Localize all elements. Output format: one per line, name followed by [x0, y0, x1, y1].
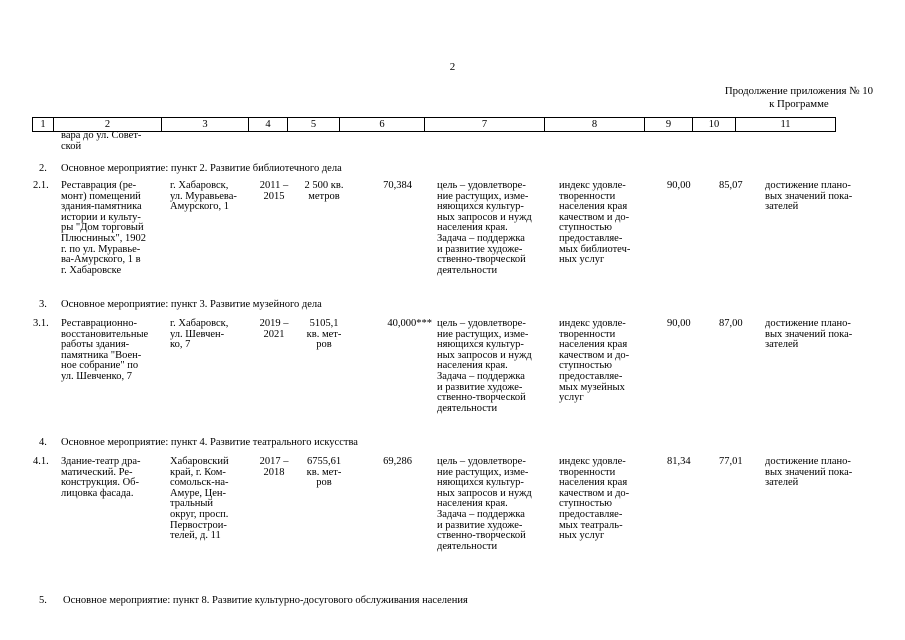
goal-cell: цель – удовлетворе- ние растущих, изме- няющихся культур- ных запросов и нужд населения края. Задача – поддержка и развитие художе- ственно-творческой деятельности: [437, 456, 532, 552]
plan-value-cell: 90,00: [667, 180, 691, 191]
object-name-cell: Здание-театр дра- матический. Ре- конструкция. Об- лицовка фасада.: [61, 456, 141, 499]
address-cell: г. Хабаровск, ул. Шевчен- ко, 7: [170, 318, 229, 351]
column-number-header: [32, 117, 836, 132]
fact-value-cell: 87,00: [719, 318, 743, 329]
carry-over-text: вара до ул. Совет- ской: [61, 130, 142, 152]
plan-value-cell: 81,34: [667, 456, 691, 467]
header-col-10: 10: [693, 118, 736, 132]
fact-value-cell: 77,01: [719, 456, 743, 467]
capacity-cell: 2 500 кв. метров: [304, 180, 344, 202]
section-number: 2.: [39, 163, 47, 174]
header-col-6: 6: [340, 118, 425, 132]
indicator-cell: индекс удовле- творенности населения края качеством и до- ступностью предоставляе- мых библиотеч- ных услуг: [559, 180, 631, 266]
header-col-5: 5: [288, 118, 340, 132]
section-number: 4.: [39, 437, 47, 448]
years-cell: 2017 – 2018: [259, 456, 289, 478]
header-col-2: 2: [54, 118, 162, 132]
header-col-8: 8: [545, 118, 645, 132]
section-title: Основное мероприятие: пункт 8. Развитие культурно-досугового обслуживания населения: [63, 595, 468, 606]
header-col-11: 11: [736, 118, 836, 132]
section-number: 3.: [39, 299, 47, 310]
address-cell: Хабаровский край, г. Ком- сомольск-на- Амуре, Цен- тральный округ, просп. Первострои- телей, д. 11: [170, 456, 229, 542]
page-number: 2: [449, 61, 456, 73]
object-name-cell: Реставрационно- восстановительные работы здания- памятника "Воен- ное собрание" по ул. Шевченко, 7: [61, 318, 149, 382]
indicator-cell: индекс удовле- творенности населения края качеством и до- ступностью предоставляе- мых музейных услуг: [559, 318, 630, 404]
cost-cell: 40,000***: [387, 318, 432, 329]
row-number: 3.1.: [33, 318, 49, 329]
row-number: 2.1.: [33, 180, 49, 191]
goal-cell: цель – удовлетворе- ние растущих, изме- няющихся культур- ных запросов и нужд населения края. Задача – поддержка и развитие художе- ственно-творческой деятельности: [437, 180, 532, 276]
header-col-9: 9: [645, 118, 693, 132]
capacity-cell: 5105,1 кв. мет- ров: [306, 318, 342, 351]
goal-cell: цель – удовлетворе- ние растущих, изме- няющихся культур- ных запросов и нужд населения края. Задача – поддержка и развитие художе- ственно-творческой деятельности: [437, 318, 532, 414]
address-cell: г. Хабаровск, ул. Муравьева- Амурского, 1: [170, 180, 237, 213]
section-title: Основное мероприятие: пункт 4. Развитие театрального искусства: [61, 437, 358, 448]
result-cell: достижение плано- вых значений пока- зателей: [765, 180, 853, 213]
header-col-7: 7: [425, 118, 545, 132]
result-cell: достижение плано- вых значений пока- зателей: [765, 318, 853, 351]
object-name-cell: Реставрация (ре- монт) помещений здания-памятника истории и культу- ры "Дом торговый Плюсниных", 1902 г. по ул. Муравье- ва-Амурского, 1 в г. Хабаровске: [61, 180, 147, 276]
years-cell: 2019 – 2021: [259, 318, 289, 340]
cost-cell: 70,384: [383, 180, 412, 191]
section-title: Основное мероприятие: пункт 2. Развитие библиотечного дела: [61, 163, 342, 174]
plan-value-cell: 90,00: [667, 318, 691, 329]
cost-cell: 69,286: [383, 456, 412, 467]
capacity-cell: 6755,61 кв. мет- ров: [306, 456, 342, 489]
indicator-cell: индекс удовле- творенности населения края качеством и до- ступностью предоставляе- мых театраль- ных услуг: [559, 456, 630, 542]
header-col-1: 1: [33, 118, 54, 132]
section-title: Основное мероприятие: пункт 3. Развитие музейного дела: [61, 299, 322, 310]
header-col-4: 4: [249, 118, 288, 132]
section-number: 5.: [39, 595, 47, 606]
header-col-3: 3: [162, 118, 249, 132]
fact-value-cell: 85,07: [719, 180, 743, 191]
result-cell: достижение плано- вых значений пока- зателей: [765, 456, 853, 489]
continuation-title: Продолжение приложения № 10 к Программе: [724, 85, 873, 110]
row-number: 4.1.: [33, 456, 49, 467]
years-cell: 2011 – 2015: [259, 180, 289, 202]
